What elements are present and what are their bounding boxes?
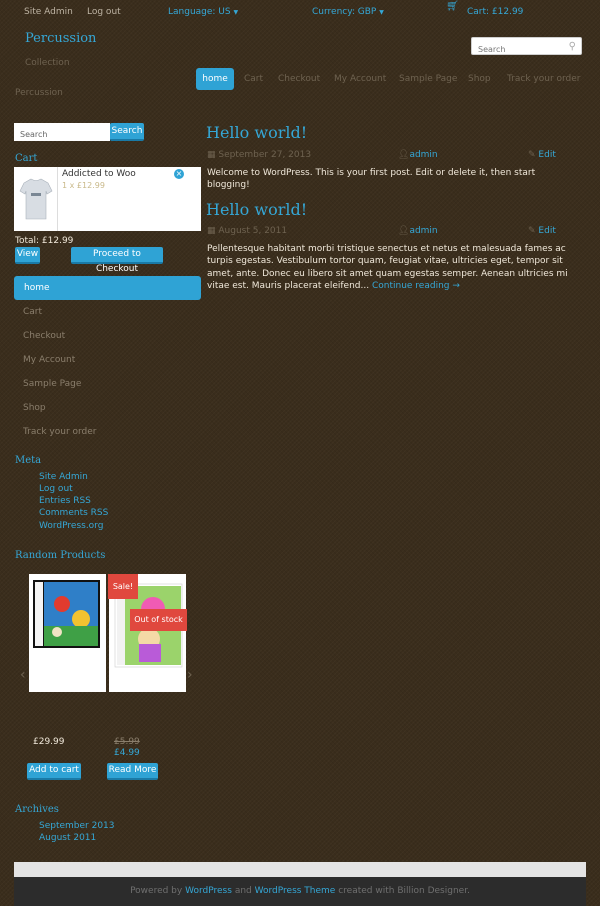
pencil-icon: ✎ [528, 150, 536, 160]
user-icon: 👤︎ [398, 150, 410, 160]
chevron-down-icon: ▼ [379, 9, 384, 16]
post-date-text[interactable]: September 27, 2013 [218, 150, 312, 160]
product-sale-price: £4.99 [114, 748, 140, 758]
language-label: Language: US [168, 7, 231, 17]
post-title[interactable]: Hello world! [206, 123, 308, 142]
product-thumbnail[interactable] [14, 167, 58, 231]
remove-item-icon[interactable]: × [175, 169, 183, 178]
post-date [207, 150, 311, 160]
meta-heading: Meta [15, 455, 42, 466]
post-date-text[interactable]: August 5, 2011 [218, 226, 288, 236]
sale-badge: Sale! [108, 574, 138, 599]
side-menu-sample-page[interactable]: Sample Page [23, 379, 82, 389]
nav-home[interactable]: home [196, 68, 234, 90]
topbar-log-out-link[interactable]: Log out [87, 7, 121, 17]
footer-wp-theme-link[interactable]: WordPress Theme [254, 886, 336, 896]
site-title[interactable]: Percussion [25, 31, 97, 46]
meta-log-out-link[interactable]: Log out [39, 484, 73, 494]
footer [14, 877, 586, 906]
cart-item [14, 167, 201, 231]
carousel-prev-icon[interactable]: ‹ [20, 667, 26, 683]
meta-site-admin-link[interactable]: Site Admin [39, 472, 88, 482]
cart-item-qty-price: 1 x £12.99 [62, 181, 105, 190]
side-menu-my-account[interactable]: My Account [23, 355, 76, 365]
topbar-site-admin-link[interactable]: Site Admin [24, 7, 73, 17]
archive-link-aug-2011[interactable]: August 2011 [39, 833, 97, 843]
post-author-link[interactable]: admin [409, 150, 438, 160]
footer-and: and [234, 886, 252, 896]
view-cart-button[interactable]: View [15, 247, 40, 264]
sidebar-search-placeholder: Search [20, 130, 48, 139]
footer-created-with: created with Billion Designer. [338, 886, 470, 896]
currency-selector[interactable] [312, 7, 384, 17]
nav-shop[interactable]: Shop [468, 74, 491, 84]
nav-track-order[interactable]: Track your order [507, 74, 581, 84]
footer-wordpress-link[interactable]: WordPress [185, 886, 232, 896]
search-icon[interactable]: ⚲ [568, 41, 576, 52]
footer-divider [14, 862, 586, 877]
side-menu-home[interactable]: home [14, 276, 201, 300]
archives-heading: Archives [15, 804, 59, 815]
chevron-down-icon: ▼ [233, 9, 239, 16]
language-selector[interactable] [168, 7, 238, 17]
post-edit-link[interactable]: Edit [538, 150, 556, 160]
cart-heading: Cart [15, 153, 38, 164]
side-menu-track-order[interactable]: Track your order [23, 427, 97, 437]
random-products-heading: Random Products [15, 550, 106, 561]
post-title[interactable]: Hello world! [206, 200, 308, 219]
carousel-next-icon[interactable]: › [187, 667, 193, 683]
post-edit [528, 226, 556, 236]
post-date [207, 226, 287, 236]
side-menu-cart[interactable]: Cart [23, 307, 43, 317]
nav-cart[interactable]: Cart [244, 74, 264, 84]
sidebar-search-button[interactable]: Search [110, 123, 144, 141]
proceed-to-checkout-button[interactable]: Proceed to Checkout [71, 247, 163, 264]
product-price: £29.99 [33, 737, 65, 747]
nav-my-account[interactable]: My Account [334, 74, 387, 84]
search-placeholder: Search [478, 45, 506, 54]
user-icon: 👤︎ [398, 226, 410, 236]
archive-link-sep-2013[interactable]: September 2013 [39, 821, 115, 831]
nav-checkout[interactable]: Checkout [278, 74, 321, 84]
calendar-icon: ▦ [207, 150, 216, 160]
cart-total: Total: £12.99 [15, 236, 74, 246]
product-old-price: £5.99 [114, 737, 140, 747]
product-card[interactable] [29, 574, 106, 692]
header-search-input[interactable] [471, 37, 582, 55]
cart-item-name[interactable]: Addicted to Woo [62, 169, 136, 179]
post-body [207, 243, 577, 292]
add-to-cart-button[interactable]: Add to cart [27, 763, 81, 780]
currency-label: Currency: GBP [312, 7, 377, 17]
post-author-link[interactable]: admin [409, 226, 438, 236]
side-menu-checkout[interactable]: Checkout [23, 331, 66, 341]
meta-wordpress-org-link[interactable]: WordPress.org [39, 521, 104, 531]
read-more-button[interactable]: Read More [107, 763, 158, 780]
pencil-icon: ✎ [528, 226, 536, 236]
cart-icon[interactable]: 🛒︎ [446, 1, 459, 12]
footer-powered-by: Powered by [130, 886, 183, 896]
out-of-stock-badge: Out of stock [130, 609, 187, 631]
sidebar-search-input[interactable] [14, 123, 110, 141]
calendar-icon: ▦ [207, 226, 216, 236]
post-edit-link[interactable]: Edit [538, 226, 556, 236]
post-author [398, 150, 438, 160]
product-image [29, 574, 106, 692]
meta-comments-rss-link[interactable]: Comments RSS [39, 508, 109, 518]
breadcrumb[interactable]: Percussion [15, 88, 63, 98]
post-edit [528, 150, 556, 160]
topbar-cart-link[interactable]: Cart: £12.99 [467, 7, 524, 17]
post-body: Welcome to WordPress. This is your first post. Edit or delete it, then start blogging! [207, 168, 536, 191]
site-tagline: Collection [25, 58, 70, 68]
post-body-text: Pellentesque habitant morbi tristique senectus et netus et malesuada fames ac turpis egestas. Vestibulum tortor quam, feugiat vitae, ultricies eget, tempor sit amet, ante. Donec eu libero sit amet quam egestas semper. Aenean ultricies mi vitae est. Mauris placerat eleifend... [207, 244, 568, 291]
meta-entries-rss-link[interactable]: Entries RSS [39, 496, 91, 506]
post-author [398, 226, 438, 236]
continue-reading-link[interactable]: Continue reading → [371, 280, 460, 291]
nav-sample-page[interactable]: Sample Page [399, 74, 458, 84]
side-menu-shop[interactable]: Shop [23, 403, 46, 413]
